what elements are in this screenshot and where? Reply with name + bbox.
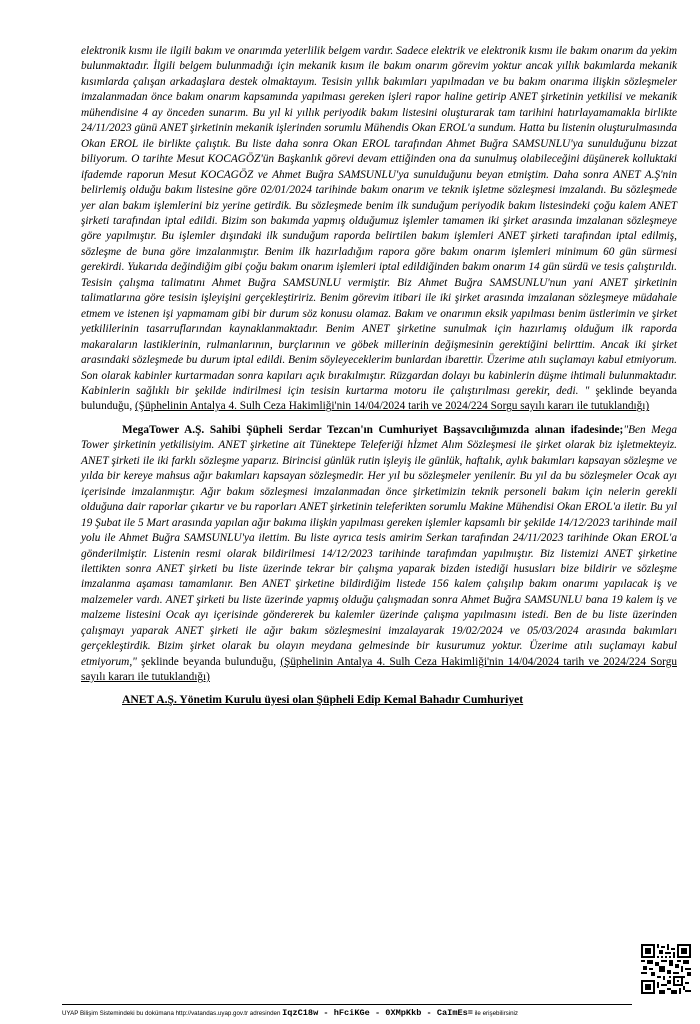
statement-2-tail: şeklinde beyanda bulunduğu,: [136, 655, 281, 668]
statement-2-body: "Ben Mega Tower şirketinin yetkilisiyim. ANET şirketine ait Tünektepe Teleferiği hİzmet Alım Sözleşmesi ile şirket olarak biz işletmekteyiz. ANET şirketi ile iki farklı sözleşme yaparız. Birincisi günlük rutin işleyiş ile günlük, haftalık, aylık bakımları kapsayan sözleşme ve yılda bir kereye mahsus ağır bakımları kapsayan sözleşmedir. Her yıl bu sözleşmeler yenilenir. Bu yıl da bu sözleşmeler Ocak ayı içerisinde imzalanmıştır. Ağır bakım sözleşmesi imzalanmadan önce şirketimizin teknik personeli bakım için nelerin gerekli olduğuna dair raporlar çıkartır ve bu raporları ANET şirketinin teleferikten sorumlu Makine Mühendisi Okan EROL'a iletir. Bu yıl 19 Şubat ile 5 Mart arasında yapılan ağır bakıma ilişkin yapılması gereken işlemler kapsamlı bir şekilde 14/12/2023 tarihinde mail yolu ile Ahmet Buğra SAMSUNLU'ya ilettim. Bu liste ayrıca tesis amirim Serkan tarafından 24/11/2023 tarihinde Okan EROL'a gönderilmiştir. Listenin resmi olarak bildirilmesi 14/12/2023 tarihinde tarafımdan yapılmıştır. Biz listemizi ANET şirketine ilettikten sonra ANET şirketi bu liste üzerinde tekrar bir çalışma yaparak bizden istediği hususları bize bildirir ve sözleşme imzalanma aşaması tamamlanır. Ben ANET şirketine bildirdiğim listede 156 kalem çalışılıp bakım onarımı yapılacak iş ve malzemeler vardı. ANET şirketi bu liste üzerinde yapmış olduğu çalışmadan sonra Ahmet Buğra SAMSUNLU bana 19 kalem iş ve malzeme listesini Ocak ayı içerisinde göndererek bu kalemler üzerinde çalışma yapılmasını istedi. Ben de bu liste üzerinden çalışmayı yaparak ANET şirketi ile ağır bakım sözleşmesini imzalayarak 19/02/2024 ve 05/03/2024 arasında bakımları gerçekleştirdik. Bizim şirket olarak bu olayın meydana gelmesinde bir kusurumuz yoktur. Üzerime atılı suçlamayı kabul etmiyorum,": [81, 423, 678, 668]
footer-access-code: IqzC18w - hFciKGe - 0XMpKkb - CaImEs=: [282, 1008, 473, 1018]
detention-note-1: (Şüphelinin Antalya 4. Sulh Ceza Hakimliği'nin 14/04/2024 tarih ve 2024/224 Sorgu sayılı kararı ile tutuklandığı): [134, 400, 650, 413]
statement-paragraph-2: [81, 423, 677, 686]
qr-code-icon: [641, 944, 691, 994]
detention-note-2: (Şüphelinin Antalya 4. Sulh Ceza Hakimliği'nin 14/04/2024 tarih ve 2024/224 Sorgu sayılı kararı ile tutuklandığı): [81, 655, 677, 684]
footer-prefix: UYAP Bilişim Sistemindeki bu dokümana http://vatandas.uyap.gov.tr adresinden: [62, 1010, 281, 1017]
statement-paragraph-1: [81, 44, 677, 415]
footer: [62, 1004, 632, 1018]
statement-1-body: elektronik kısmı ile ilgili bakım ve onarımda yeterlilik belgem vardır. Sadece elektrik ve elektronik kısmı ile bakım onarım da yekim bulunmaktadır. İlgili belgem bulunmadığı için mekanik kısım ile bakım onarım görevim yoktur ancak yıllık bakımlarda mekanik kısımlarda çalışan arkadaşlara destek olmaktayım. Tesisin yıllık bakımları yapılmadan ve bu bakım onarıma ilişkin sözleşmeler imzalanmadan önce bakım onarım kapsamında yapılması gereken işleri rapor haline getirip ANET şirketinin yetkilisi ve mekanik mühendisine 4 ay önceden sunarım. Bu yıl ki yıllık periyodik bakım listesini oluşturarak tam tarihini hatırlayamamakla birlikte 24/11/2023 günü ANET şirketinin mekanik işlerinden sorumlu Mühendis Okan EROL'a sundum. Hatta bu listenin oluşturulmasında Okan EROL ile birlikte çalıştık. Bu liste daha sonra Okan EROL tarafından Ahmet Buğra SAMSUNLU'ya sunulduğunu bizzat biliyorum. O tarihte Mesut KOCAGÖZ'ün Başkanlık görevi devam ettiğinden ona da sunulmuş olabileceğini düşünerek kolluktaki ifademde raporun Mesut KOCAGÖZ ve Ahmet Buğra SAMSUNLU'ya sunulduğunu beyan etmiştim. Daha sonra ANET A.Ş'nin belirlemiş olduğu bakım listesine göre 02/01/2024 tarihinde bakım onarım ve teknik işletme sözleşmesi imzalandı. Bu sözleşmede yer alan bakım işlemlerini biz yerine getirdik. Bu sözleşmede benim ilk sunduğum periyodik bakım listesindeki çoğu kalem ANET şirketi tarafından iptal edildi. Bizim son bakımda yapmış olduğumuz işlemler tamamen iki şirket arasında imzalanan sözleşmeye göre yapılmıştır. Bu işlemler dışındaki ilk sunduğum raporda belirtilen bakım işlemleri ANET şirketi tarafından iptal edilmiş, sözleşme de buna göre imzalanmıştır. Benim ilk hazırladığım rapora göre bakım onarım işlemleri minimum 60 gün sürmesi gerekirdi. Yukarıda değindiğim gibi çoğu bakım onarım işlemleri iptal edildiğinden bakım onarım 14 gün sürdü ve tesis çalıştırıldı. Tesisin çalışma talimatını Ahmet Buğra SAMSUNLU vermiştir. Biz Ahmet Buğra SAMSUNLU'nun yani ANET şirketinin talimatlarına göre tesisin işleyişini gerçekleştiririz. Benim görevim itibari ile iki şirket arasında imzalanan sözleşmeye müdahale etmem ve istenen işi yapmamam gibi bir durum söz konusu olamaz. Bakım ve onarımın eksik yapılması benim üstlerimin ve şirket yetkililerinin tasarruflarından kaynaklanmaktadır. Benim ANET şirketine sunulmak için hazırlamış olduğum ilk raporda makaraların lastiklerinin, rulmanlarının, burçlarının ve göbek millerinin değişmesinin gerektiğini belirttim. Ancak iki şirket arasındaki sözleşmede bu durum iptal edildi. Benim söyleyeceklerim bunlardan ibarettir. Üzerime atılı suçlamayı kabul etmiyorum. Son olarak kabinler kurtarmadan sonra kapıları açık bırakılmıştır. Rüzgardan dolayı bu kabinlerin düşme ihtimali bulunmaktadır. Kabinlerin sağlıklı bir şekilde indirilmesi için tesisin kurtarma motoru ile çalıştırılması gerekir, dedi. ": [81, 45, 677, 397]
document-body: [81, 44, 677, 707]
statement-paragraph-3-heading: ANET A.Ş. Yönetim Kurulu üyesi olan Şüpheli Edip Kemal Bahadır Cumhuriyet: [122, 692, 524, 706]
statement-2-heading: MegaTower A.Ş. Sahibi Şüpheli Serdar Tezcan'ın Cumhuriyet Başsavcılığımızda alınan ifadesinde;: [122, 423, 624, 436]
statement-1-tail: şeklinde beyanda bulunduğu,: [81, 384, 677, 413]
footer-suffix: ile erişebilirsiniz: [474, 1010, 519, 1017]
